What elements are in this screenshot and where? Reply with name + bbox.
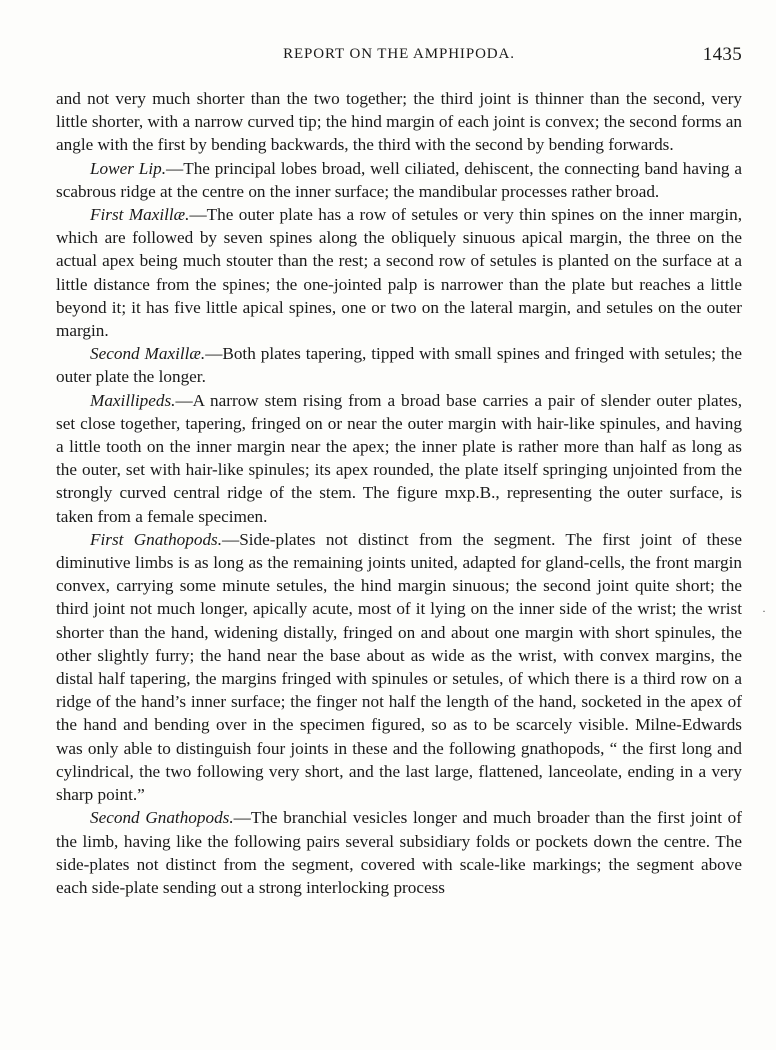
body-text — [56, 87, 742, 899]
page-number: 1435 — [702, 44, 742, 65]
paragraph-heading: Second Gnathopods. — [90, 808, 234, 828]
page-header — [56, 46, 742, 70]
paragraph-text: and not very much shorter than the two together; the third joint is thinner than the second, very little shorter, with a narrow curved tip; the hind margin of each joint is convex; the second forms an angle with the first by bending backwards, the third with the second by bending forwards. — [56, 89, 742, 155]
running-title: REPORT ON THE AMPHIPODA. — [283, 46, 515, 62]
paragraph-text: —The branchial vesicles longer and much broader than the first joint of the limb, having like the following pairs several subsidiary folds or pockets down the centre. The side-plates not distinct from the segment, covered with scale-like markings; the segment above each side-plate sending out a strong interlocking process — [56, 808, 742, 897]
paragraph-first-gnathopods — [56, 528, 742, 806]
paragraph-text: —Side-plates not distinct from the segment. The first joint of these diminutive limbs is as long as the remaining joints united, adapted for gland-cells, the front margin convex, carrying some minute setules, the hind margin sinuous; the second joint quite short; the third joint not much longer, apically acute, most of it lying on the inner side of the wrist; the wrist shorter than the hand, widening distally, fringed on and about one margin with short spinules, the other slightly furry; the hand near the base about as wide as the wrist, with convex margins, the distal half tapering, the margins fringed with spinules or setules, of which there is a third row on a ridge of the hand’s inner surface; the finger not half the length of the hand, socketed in the apex of the hand and bending over in the specimen figured, so as to be scarcely visible. Milne-Edwards was only able to distinguish four joints in these and the following gnathopods, “ the first long and cylindrical, the two following very short, and the last large, flattened, lanceolate, ending in a very sharp point.” — [56, 529, 742, 805]
paragraph-heading: First Maxillæ. — [90, 205, 190, 225]
paragraph-continuation — [56, 87, 742, 157]
paragraph-heading: First Gnathopods. — [90, 529, 223, 549]
paragraph-text: —A narrow stem rising from a broad base carries a pair of slender outer plates, set close together, tapering, fringed on or near the outer margin with hair-like spinules, and having a little tooth on the inner margin near the apex; the inner plate is rather more than half as long as the outer, set with hair-like spinules; its apex rounded, the plate itself springing unjointed from the strongly curved central ridge of the stem. The figure mxp.B., representing the outer surface, is taken from a female specimen. — [56, 390, 742, 526]
paragraph-text: —Both plates tapering, tipped with small spines and fringed with setules; the outer plate the longer. — [56, 344, 742, 387]
paragraph-heading: Second Maxillæ. — [90, 344, 206, 364]
paragraph-maxillipeds — [56, 389, 742, 528]
paragraph-first-maxillae — [56, 203, 742, 342]
paragraph-text: —The outer plate has a row of setules or very thin spines on the inner margin, which are followed by seven spines along the obliquely sinuous apical margin, the three on the actual apex being much stouter than the rest; a second row of setules is planted on the surface at a little distance from the spines; the one-jointed palp is narrower than the plate but reaches a little beyond it; it has five little apical spines, one or two on the lateral margin, and setules on the outer margin. — [56, 205, 742, 341]
margin-speck: · — [762, 604, 766, 618]
paragraph-lower-lip — [56, 157, 742, 203]
paragraph-second-maxillae — [56, 342, 742, 388]
paragraph-heading: Lower Lip. — [90, 158, 167, 178]
paragraph-heading: Maxillipeds. — [90, 390, 176, 410]
paragraph-second-gnathopods — [56, 806, 742, 899]
paragraph-text: —The principal lobes broad, well ciliated, dehiscent, the connecting band having a scabrous ridge at the centre on the inner surface; the mandibular processes rather broad. — [56, 158, 742, 201]
